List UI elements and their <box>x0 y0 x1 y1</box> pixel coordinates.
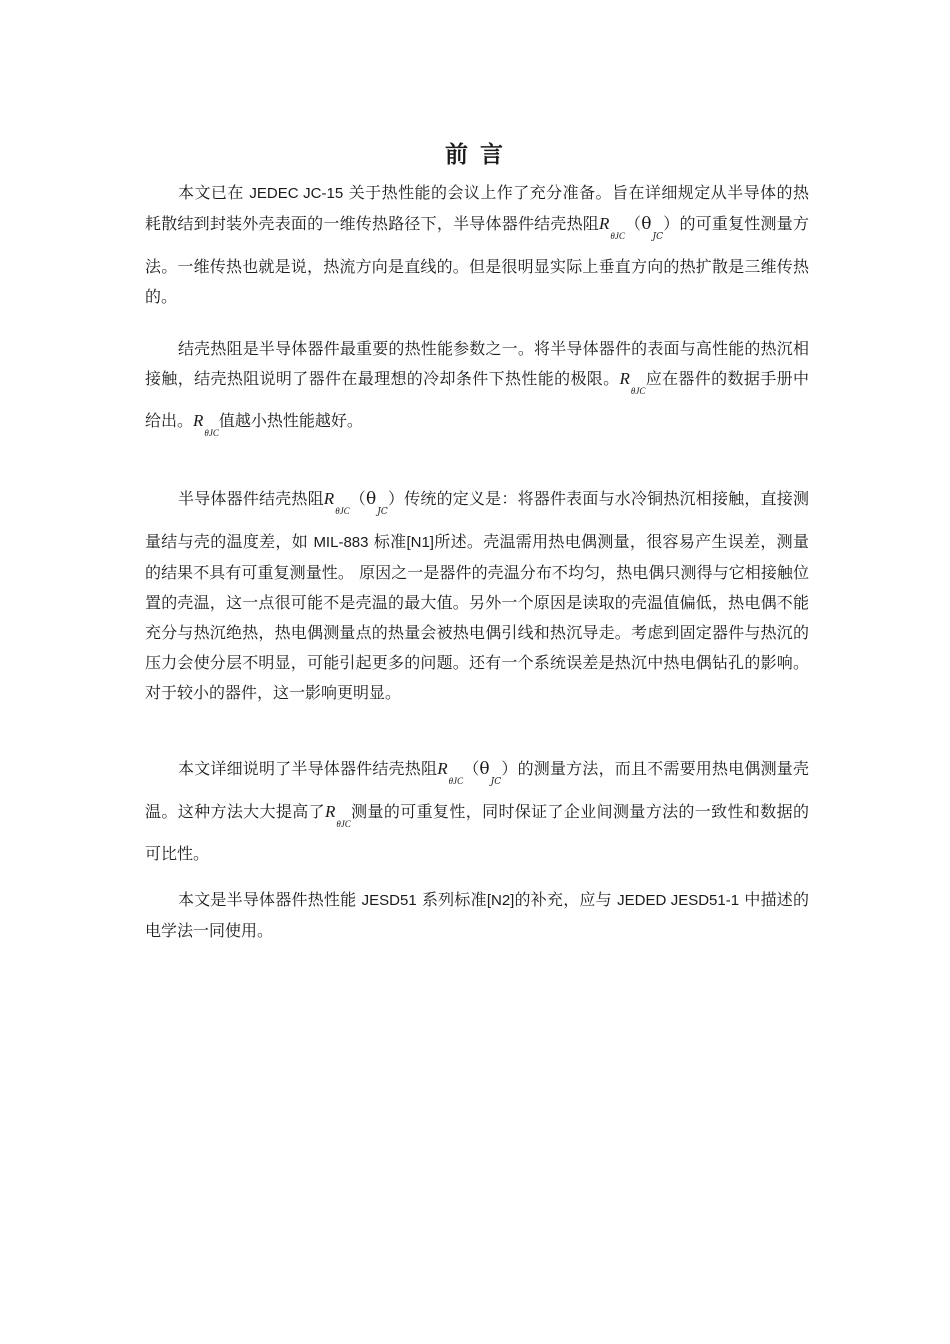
paragraph-new-method: 本文详细说明了半导体器件结壳热阻$R_{\theta JC}(\theta_{JC})$的测量方法，而且不需要用热电偶测量壳温。这种方法大大提高了$R_{\theta JC}$测量的可重复性，同时保证了企业间测量方法的一致性和数据的可比性。 <box>145 759 809 863</box>
paragraph-intro: 本文已在 JEDEC JC-15 关于热性能的会议上作了充分准备。旨在详细规定从半导体的热耗散结到封装外壳表面的一维传热路径下，半导体器件结壳热阻$R_{\theta JC}(\theta_{JC})$的可重复性测量方法。一维传热也就是说，热流方向是直线的。但是很明显实际上垂直方向的热扩散是三维传热的。 <box>145 183 809 306</box>
paragraph-definition: 结壳热阻是半导体器件最重要的热性能参数之一。将半导体器件的表面与高性能的热沉相接触，结壳热阻说明了器件在最理想的冷却条件下热性能的极限。$R_{\theta JC}$应在器件的数据手册中给出。$R_{\theta JC}$值越小热性能越好。 <box>145 339 809 438</box>
r-theta-jc-symbol: $R_{\theta JC}$ <box>323 489 350 516</box>
r-theta-jc-symbol: $R_{\theta JC}$ <box>325 802 351 829</box>
r-theta-jc-symbol: $R_{\theta JC}$ <box>193 411 219 438</box>
theta-jc-symbol: $\theta_{JC}$ <box>479 759 502 787</box>
r-theta-jc-symbol: $R_{\theta JC}$ <box>619 369 646 396</box>
theta-jc-symbol: $\theta_{JC}$ <box>366 489 388 517</box>
paragraph-supplement: 本文是半导体器件热性能 JESD51 系列标准[N2]的补充，应与 JEDED JESD51-1 中描述的电学法一同使用。 <box>145 890 809 940</box>
page-title: 前 言 <box>444 142 505 168</box>
theta-jc-symbol: $\theta_{JC}$ <box>641 214 664 242</box>
reference-n1: [N1] <box>406 534 434 551</box>
r-theta-jc-symbol: $R_{\theta JC}$ <box>437 759 464 786</box>
reference-n2: [N2] <box>486 892 515 909</box>
paragraph-traditional-method: 半导体器件结壳热阻$R_{\theta JC}(\theta_{JC})$传统的定义是：将器件表面与水冷铜热沉相接触，直接测量结与壳的温度差，如 MIL-883 标准[N1]所述。壳温需用热电偶测量，很容易产生误差，测量的结果不具有可重复测量性。 原因之一是器件的壳温分布不均匀，热电偶只测得与它相接触位置的壳温，这一点很可能不是壳温的最大值。另外一个原因是读取的壳温值偏低，热电偶不能充分与热沉绝热，热电偶测量点的热量会被热电偶引线和热沉导走。考虑到固定器件与热沉的压力会使分层不明显，可能引起更多的问题。还有一个系统误差是热沉中热电偶钻孔的影响。对于较小的器件，这一影响更明显。 <box>145 489 809 702</box>
r-theta-jc-symbol: $R_{\theta JC}$ <box>599 214 625 241</box>
